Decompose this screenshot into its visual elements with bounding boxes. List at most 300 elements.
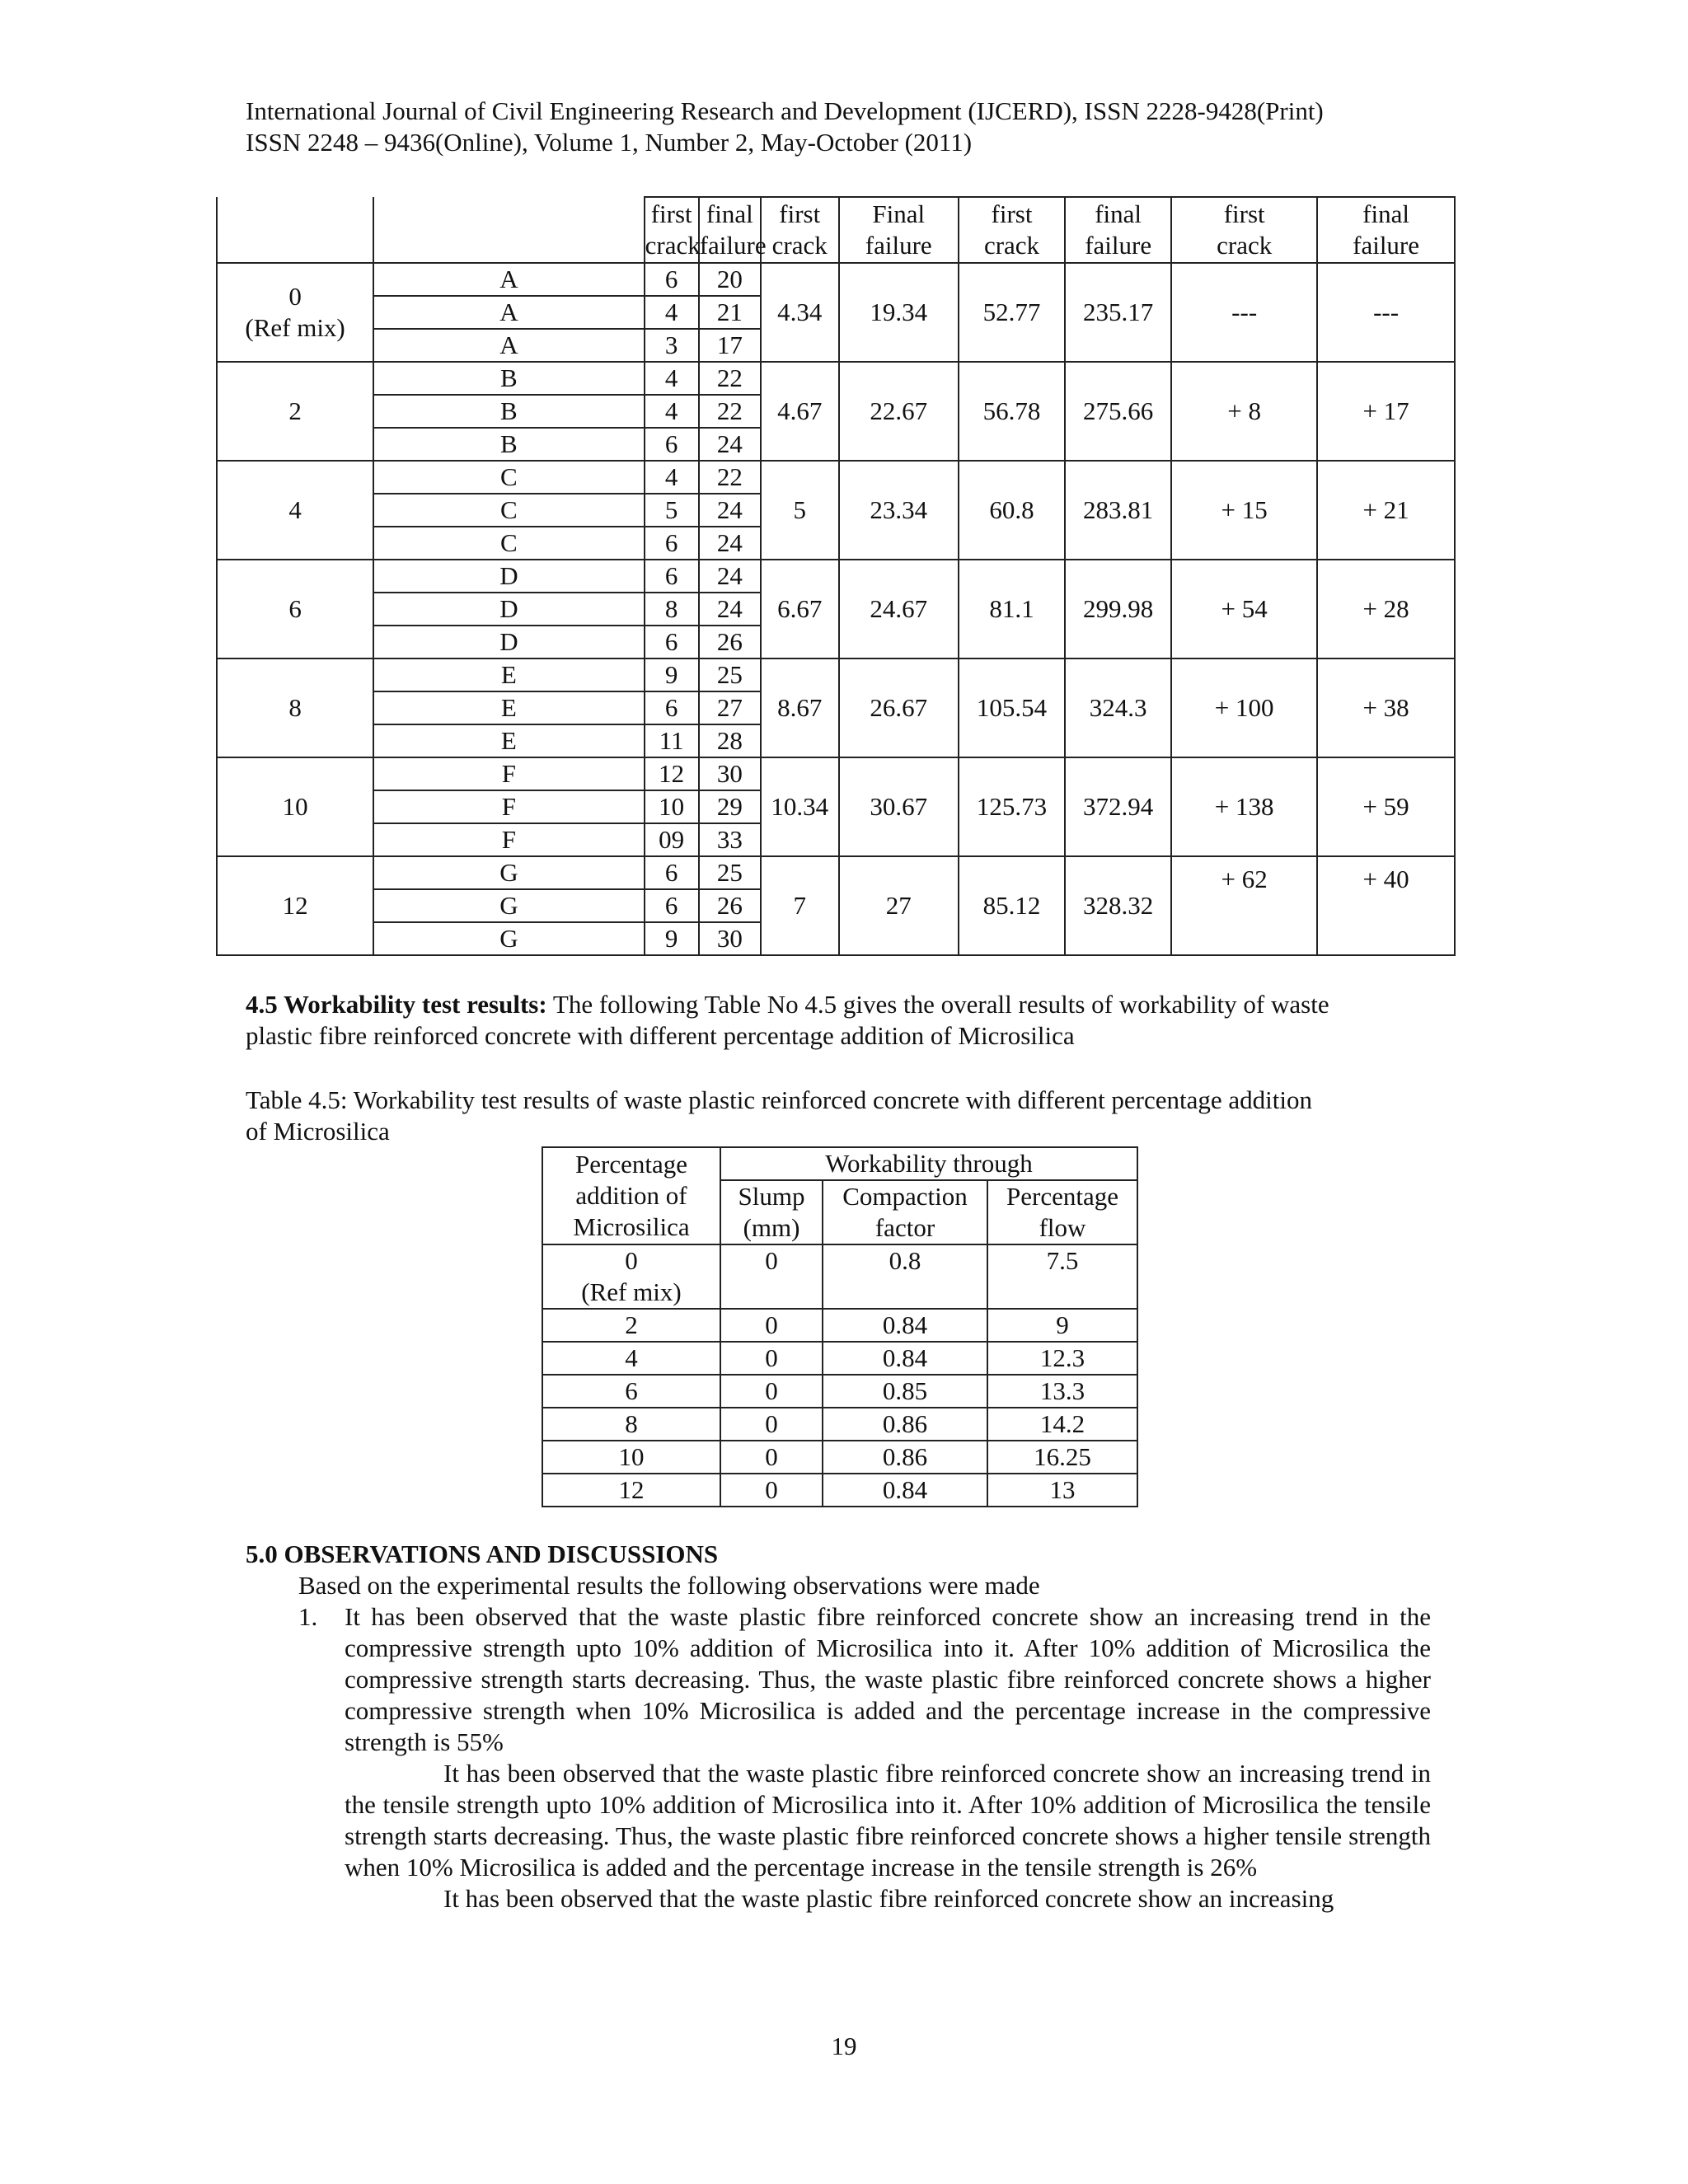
compaction-factor-value: 0.86: [882, 1409, 928, 1438]
increase-final-failure: + 21: [1362, 495, 1409, 524]
specimen-cell: [373, 922, 644, 955]
flow-cell: [987, 1375, 1137, 1408]
final-failure-cell: [699, 527, 761, 560]
first-crack-load: 10: [659, 792, 685, 821]
increase-final-failure-cell: [1317, 560, 1455, 658]
specimen-label: F: [501, 792, 516, 821]
strength-first-crack: 85.12: [982, 891, 1041, 920]
subheader-line: first: [991, 199, 1033, 228]
compaction-factor-cell: [823, 1309, 987, 1342]
first-crack-load: 6: [664, 265, 678, 293]
column-subheader: [1171, 197, 1317, 263]
strength-final-failure-cell: [1065, 362, 1171, 461]
final-failure-load: 21: [716, 298, 743, 326]
first-crack-cell: [645, 527, 699, 560]
first-crack-cell: [645, 263, 699, 296]
section-5-0: [246, 1539, 1431, 1915]
final-failure-load: 26: [716, 627, 743, 656]
increase-final-failure-cell: [1317, 856, 1455, 955]
caption-line-1: Table 4.5: Workability test results of waste plastic reinforced concrete with different percentage addition: [246, 1085, 1313, 1114]
first-crack-cell: [645, 329, 699, 362]
compaction-factor-value: 0.8: [889, 1246, 921, 1275]
percentage-cell: [217, 856, 373, 955]
header-line-1: International Journal of Civil Engineering Research and Development (IJCERD), ISSN 2228-9428(Print): [246, 96, 1324, 125]
specimen-label: A: [499, 330, 518, 359]
avg-first-crack: 4.67: [777, 396, 823, 425]
final-failure-load: 27: [716, 693, 743, 722]
page-number: 19: [831, 2032, 857, 2060]
first-crack-cell: [645, 790, 699, 823]
strength-final-failure-cell: [1065, 461, 1171, 560]
avg-final-failure: 24.67: [870, 594, 928, 623]
strength-final-failure-cell: [1065, 757, 1171, 856]
specimen-label: C: [500, 495, 518, 524]
first-crack-load: 9: [664, 924, 678, 953]
final-failure-cell: [699, 691, 761, 724]
strength-final-failure: 275.66: [1083, 396, 1154, 425]
compaction-factor-value: 0.84: [882, 1343, 928, 1372]
avg-final-failure: 27: [885, 891, 912, 920]
flow-value: 12.3: [1039, 1343, 1085, 1372]
caption-line-2: of Microsilica: [246, 1117, 390, 1146]
first-crack-cell: [645, 362, 699, 395]
observation-number: 1.: [298, 1602, 318, 1631]
header-line: (mm): [743, 1213, 800, 1242]
flow-value: 9: [1056, 1310, 1069, 1339]
avg-first-crack: 10.34: [771, 792, 829, 821]
specimen-cell: [373, 428, 644, 461]
header-line: addition of: [575, 1181, 687, 1210]
header-line: flow: [1039, 1213, 1086, 1242]
first-crack-load: 6: [664, 429, 678, 458]
avg-first-crack: 7: [793, 891, 806, 920]
subheader-line: first: [650, 199, 692, 228]
header-line-2: ISSN 2248 – 9436(Online), Volume 1, Number 2, May-October (2011): [246, 128, 973, 157]
flow-cell: [987, 1474, 1137, 1507]
avg-final-failure-cell: [839, 856, 959, 955]
percentage-value: 0: [288, 282, 302, 311]
first-crack-cell: [645, 757, 699, 790]
final-failure-load: 26: [716, 891, 743, 920]
first-crack-load: 6: [664, 627, 678, 656]
first-crack-load: 5: [664, 495, 678, 524]
percentage-value: 12: [618, 1475, 645, 1504]
first-crack-load: 11: [659, 726, 684, 755]
avg-first-crack-cell: [761, 263, 839, 362]
workability-row: [542, 1342, 1137, 1375]
avg-first-crack-cell: [761, 362, 839, 461]
final-failure-cell: [699, 395, 761, 428]
compaction-factor-cell: [823, 1408, 987, 1441]
first-crack-load: 09: [659, 825, 685, 854]
first-crack-cell: [645, 724, 699, 757]
increase-final-failure-cell: [1317, 658, 1455, 757]
workability-row: [542, 1309, 1137, 1342]
strength-final-failure-cell: [1065, 856, 1171, 955]
first-crack-cell: [645, 494, 699, 527]
percentage-value: 6: [288, 594, 302, 623]
subheader-line: crack: [771, 231, 828, 260]
avg-final-failure-cell: [839, 658, 959, 757]
percentage-cell: [217, 658, 373, 757]
first-crack-load: 4: [664, 462, 678, 491]
increase-final-failure-cell: [1317, 362, 1455, 461]
percentage-cell: [542, 1474, 720, 1507]
final-failure-load: 22: [716, 396, 743, 425]
compaction-factor-value: 0.86: [882, 1442, 928, 1471]
first-crack-load: 9: [664, 660, 678, 689]
first-crack-load: 6: [664, 528, 678, 557]
first-crack-cell: [645, 395, 699, 428]
strength-final-failure-cell: [1065, 560, 1171, 658]
slump-cell: [720, 1342, 823, 1375]
strength-first-crack-cell: [959, 362, 1065, 461]
specimen-cell: [373, 329, 644, 362]
strength-first-crack: 125.73: [976, 792, 1048, 821]
flow-cell: [987, 1342, 1137, 1375]
compaction-factor-cell: [823, 1244, 987, 1309]
subheader-line: failure: [1085, 231, 1152, 260]
header-line: Microsilica: [573, 1212, 690, 1241]
increase-final-failure: ---: [1373, 298, 1400, 326]
strength-first-crack: 105.54: [976, 693, 1048, 722]
percentage-value: 8: [625, 1409, 638, 1438]
increase-first-crack-cell: [1171, 560, 1317, 658]
flow-cell: [987, 1408, 1137, 1441]
percentage-value: 2: [288, 396, 302, 425]
avg-first-crack: 6.67: [777, 594, 823, 623]
strength-first-crack-cell: [959, 263, 1065, 362]
avg-first-crack-cell: [761, 461, 839, 560]
first-crack-cell: [645, 626, 699, 658]
increase-first-crack-cell: [1171, 856, 1317, 955]
final-failure-load: 17: [716, 330, 743, 359]
final-failure-cell: [699, 494, 761, 527]
strength-first-crack: 60.8: [989, 495, 1034, 524]
first-crack-cell: [645, 823, 699, 856]
specimen-cell: [373, 823, 644, 856]
percentage-value: 12: [282, 891, 308, 920]
specimen-row: [217, 461, 1455, 494]
workability-row: [542, 1244, 1137, 1309]
flow-cell: [987, 1309, 1137, 1342]
section-4-5-heading: 4.5 Workability test results:: [246, 990, 547, 1019]
flow-value: 13: [1049, 1475, 1076, 1504]
strength-final-failure: 283.81: [1083, 495, 1154, 524]
avg-final-failure: 26.67: [870, 693, 928, 722]
observation-text-3: It has been observed that the waste plastic fibre reinforced concrete show an increasing: [443, 1884, 1334, 1913]
strength-first-crack-cell: [959, 560, 1065, 658]
workability-subheader: [987, 1180, 1137, 1244]
column-subheader: [761, 197, 839, 263]
flow-cell: [987, 1244, 1137, 1309]
final-failure-cell: [699, 362, 761, 395]
first-crack-load: 4: [664, 396, 678, 425]
flow-value: 7.5: [1046, 1246, 1079, 1275]
percentage-cell: [217, 362, 373, 461]
column-subheader: [1317, 197, 1455, 263]
specimen-label: E: [500, 693, 517, 722]
percentage-cell: [542, 1309, 720, 1342]
first-crack-load: 6: [664, 693, 678, 722]
percentage-value: 4: [625, 1343, 638, 1372]
specimen-row: [217, 757, 1455, 790]
header-line: Slump: [738, 1182, 805, 1211]
specimen-row: [217, 560, 1455, 593]
final-failure-cell: [699, 263, 761, 296]
subheader-line: final: [1095, 199, 1142, 228]
column-subheader: [699, 197, 767, 263]
specimen-cell: [373, 296, 644, 329]
specimen-cell: [373, 790, 644, 823]
avg-final-failure: 22.67: [870, 396, 928, 425]
percentage-value: 10: [282, 792, 308, 821]
header-line: factor: [874, 1213, 935, 1242]
percentage-cell: [217, 757, 373, 856]
subheader-line: first: [1223, 199, 1265, 228]
subheader-line: first: [779, 199, 821, 228]
subheader-line: crack: [1217, 231, 1273, 260]
avg-first-crack: 4.34: [777, 298, 823, 326]
strength-final-failure-cell: [1065, 263, 1171, 362]
compaction-factor-value: 0.84: [882, 1310, 928, 1339]
slump-cell: [720, 1474, 823, 1507]
avg-first-crack-cell: [761, 560, 839, 658]
percentage-cell: [542, 1244, 720, 1309]
increase-first-crack: + 100: [1214, 693, 1274, 722]
subheader-line: failure: [865, 231, 932, 260]
slump-value: 0: [765, 1442, 778, 1471]
increase-first-crack-cell: [1171, 362, 1317, 461]
specimen-label: A: [499, 265, 518, 293]
subheader-line: failure: [699, 231, 767, 260]
slump-cell: [720, 1375, 823, 1408]
specimen-cell: [373, 658, 644, 691]
percentage-cell: [542, 1342, 720, 1375]
first-crack-cell: [645, 658, 699, 691]
running-header: [246, 96, 1482, 158]
compaction-factor-value: 0.85: [882, 1376, 928, 1405]
column-subheader: [839, 197, 959, 263]
specimen-label: D: [499, 627, 518, 656]
increase-first-crack-cell: [1171, 658, 1317, 757]
avg-final-failure: 19.34: [870, 298, 928, 326]
percentage-addition-header: [542, 1147, 720, 1244]
workability-row: [542, 1375, 1137, 1408]
subheader-line: final: [1362, 199, 1409, 228]
first-crack-cell: [645, 856, 699, 889]
specimen-row: [217, 658, 1455, 691]
specimen-label: G: [499, 858, 518, 887]
flow-value: 13.3: [1039, 1376, 1085, 1405]
first-crack-cell: [645, 560, 699, 593]
column-subheader: [959, 197, 1065, 263]
percentage-cell: [217, 263, 373, 362]
specimen-cell: [373, 362, 644, 395]
final-failure-load: 24: [716, 495, 743, 524]
specimen-label: C: [500, 462, 518, 491]
first-crack-load: 4: [664, 298, 678, 326]
final-failure-cell: [699, 461, 761, 494]
specimen-cell: [373, 560, 644, 593]
strength-final-failure: 372.94: [1083, 792, 1154, 821]
first-crack-cell: [645, 428, 699, 461]
slump-value: 0: [765, 1310, 778, 1339]
increase-first-crack: + 8: [1227, 396, 1262, 425]
flow-cell: [987, 1441, 1137, 1474]
final-failure-load: 22: [716, 462, 743, 491]
workability-row: [542, 1408, 1137, 1441]
avg-first-crack: 5: [793, 495, 806, 524]
increase-final-failure-cell: [1317, 757, 1455, 856]
workability-table: [542, 1146, 1138, 1507]
final-failure-load: 20: [716, 265, 743, 293]
specimen-cell: [373, 263, 644, 296]
slump-value: 0: [765, 1246, 778, 1275]
final-failure-load: 24: [716, 594, 743, 623]
specimen-cell: [373, 527, 644, 560]
increase-final-failure: + 28: [1362, 594, 1409, 623]
first-crack-cell: [645, 593, 699, 626]
first-crack-cell: [645, 889, 699, 922]
specimen-row: [217, 263, 1455, 296]
final-failure-cell: [699, 658, 761, 691]
strength-first-crack-cell: [959, 461, 1065, 560]
final-failure-cell: [699, 593, 761, 626]
specimen-cell: [373, 724, 644, 757]
increase-first-crack-cell: [1171, 263, 1317, 362]
first-crack-cell: [645, 922, 699, 955]
final-failure-cell: [699, 296, 761, 329]
strength-first-crack-cell: [959, 757, 1065, 856]
final-failure-load: 22: [716, 363, 743, 392]
specimen-cell: [373, 691, 644, 724]
strength-final-failure: 235.17: [1083, 298, 1154, 326]
strength-table: [216, 196, 1456, 956]
final-failure-load: 24: [716, 561, 743, 590]
avg-final-failure-cell: [839, 362, 959, 461]
table-4-5-caption: [246, 1085, 1431, 1147]
specimen-cell: [373, 889, 644, 922]
header-line: Percentage: [575, 1150, 687, 1179]
strength-first-crack-cell: [959, 856, 1065, 955]
compaction-factor-cell: [823, 1375, 987, 1408]
specimen-cell: [373, 757, 644, 790]
observation-text-1: It has been observed that the waste plastic fibre reinforced concrete show an increasing trend in the compressive strength upto 10% addition of Microsilica into it. After 10% addition of Microsilica the compressive strength starts decreasing. Thus, the waste plastic fibre reinforced concrete shows a higher compressive strength when 10% Microsilica is added and the percentage increase in the compressive strength is 55%: [345, 1602, 1431, 1756]
final-failure-load: 33: [716, 825, 743, 854]
avg-final-failure-cell: [839, 461, 959, 560]
final-failure-load: 30: [716, 759, 743, 788]
percentage-value: 8: [288, 693, 302, 722]
specimen-label: C: [500, 528, 518, 557]
final-failure-cell: [699, 724, 761, 757]
specimen-cell: [373, 395, 644, 428]
slump-cell: [720, 1408, 823, 1441]
percentage-cell: [217, 461, 373, 560]
observation-item-1: [246, 1601, 1431, 1758]
final-failure-load: 24: [716, 429, 743, 458]
final-failure-cell: [699, 428, 761, 461]
specimen-label: D: [499, 561, 518, 590]
specimen-label: B: [500, 396, 518, 425]
subheader-line: failure: [1353, 231, 1420, 260]
final-failure-load: 29: [716, 792, 743, 821]
increase-final-failure: + 17: [1362, 396, 1409, 425]
specimen-cell: [373, 593, 644, 626]
final-failure-cell: [699, 823, 761, 856]
increase-final-failure-cell: [1317, 461, 1455, 560]
specimen-label: G: [499, 924, 518, 953]
subheader-line: final: [706, 199, 753, 228]
percentage-sublabel: (Ref mix): [581, 1277, 682, 1306]
workability-group-header: [720, 1147, 1137, 1180]
final-failure-cell: [699, 626, 761, 658]
slump-value: 0: [765, 1343, 778, 1372]
specimen-label: D: [499, 594, 518, 623]
compaction-factor-value: 0.84: [882, 1475, 928, 1504]
specimen-row: [217, 856, 1455, 889]
strength-first-crack: 52.77: [982, 298, 1041, 326]
subheader-line: crack: [645, 231, 701, 260]
increase-final-failure: + 38: [1362, 693, 1409, 722]
percentage-cell: [217, 560, 373, 658]
blank-header-cell: [373, 197, 644, 263]
percentage-value: 2: [625, 1310, 638, 1339]
strength-final-failure-cell: [1065, 658, 1171, 757]
avg-first-crack: 8.67: [777, 693, 823, 722]
final-failure-cell: [699, 889, 761, 922]
percentage-value: 6: [625, 1376, 638, 1405]
observations-lead: Based on the experimental results the following observations were made: [298, 1571, 1040, 1600]
specimen-label: B: [500, 363, 518, 392]
specimen-label: E: [500, 660, 517, 689]
subheader-line: Final: [872, 199, 926, 228]
final-failure-cell: [699, 856, 761, 889]
compaction-factor-cell: [823, 1342, 987, 1375]
strength-first-crack-cell: [959, 658, 1065, 757]
slump-cell: [720, 1441, 823, 1474]
percentage-cell: [542, 1375, 720, 1408]
increase-final-failure-cell: [1317, 263, 1455, 362]
final-failure-cell: [699, 790, 761, 823]
strength-first-crack: 56.78: [982, 396, 1041, 425]
percentage-sublabel: (Ref mix): [245, 313, 345, 342]
final-failure-load: 25: [716, 858, 743, 887]
final-failure-load: 28: [716, 726, 743, 755]
percentage-cell: [542, 1408, 720, 1441]
first-crack-load: 3: [664, 330, 678, 359]
first-crack-load: 6: [664, 891, 678, 920]
percentage-value: 4: [288, 495, 302, 524]
first-crack-load: 4: [664, 363, 678, 392]
compaction-factor-cell: [823, 1441, 987, 1474]
avg-final-failure: 30.67: [870, 792, 928, 821]
final-failure-cell: [699, 757, 761, 790]
observation-para-2: [246, 1758, 1431, 1883]
avg-final-failure-cell: [839, 263, 959, 362]
strength-final-failure: 299.98: [1083, 594, 1154, 623]
percentage-value: 10: [618, 1442, 645, 1471]
increase-final-failure: + 40: [1362, 865, 1409, 893]
first-crack-load: 12: [659, 759, 685, 788]
section-4-5-text-2: plastic fibre reinforced concrete with different percentage addition of Microsilica: [246, 1021, 1075, 1050]
slump-value: 0: [765, 1475, 778, 1504]
observation-text-2: It has been observed that the waste plastic fibre reinforced concrete show an increasing trend in the tensile strength upto 10% addition of Microsilica into it. After 10% addition of Microsilica the tensile strength starts decreasing. Thus, the waste plastic fibre reinforced concrete shows a higher tensile strength when 10% Microsilica is added and the percentage increase in the tensile strength is 26%: [345, 1759, 1431, 1882]
header-line: Percentage: [1006, 1182, 1118, 1211]
slump-value: 0: [765, 1376, 778, 1405]
specimen-label: B: [500, 429, 518, 458]
increase-first-crack: ---: [1231, 298, 1258, 326]
